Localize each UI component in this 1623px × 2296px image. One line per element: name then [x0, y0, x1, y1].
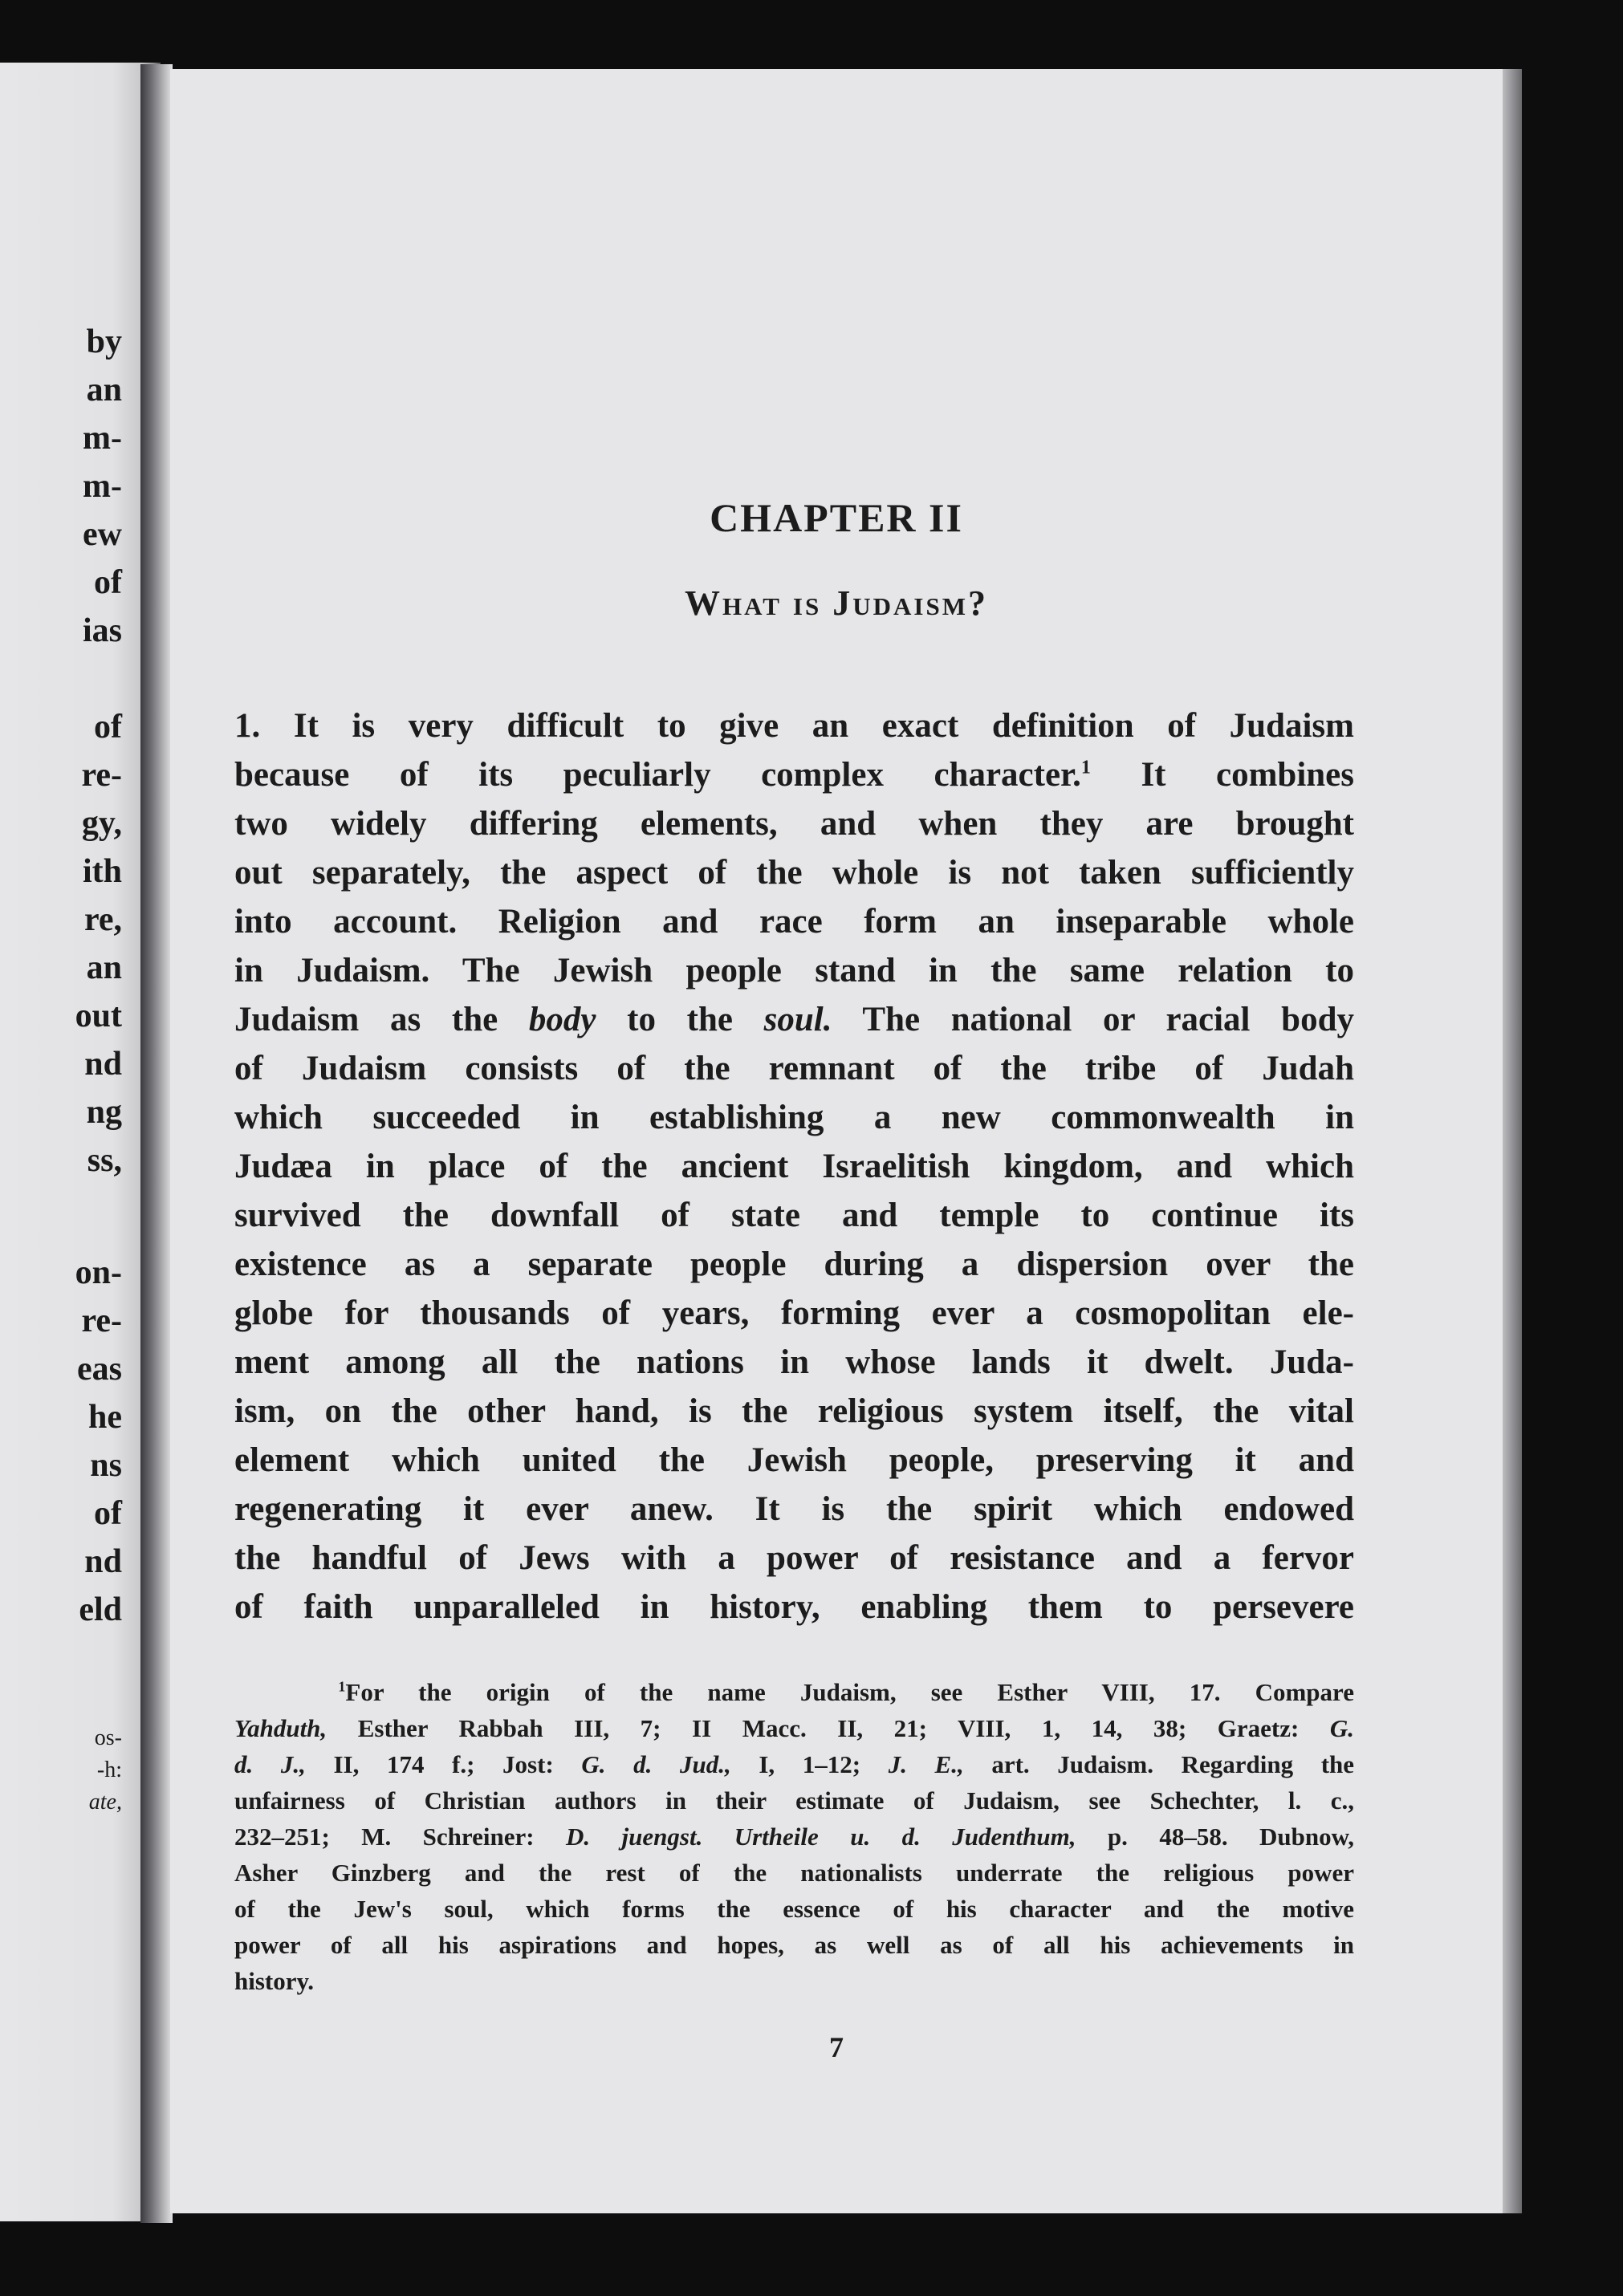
text-line: because of its peculiarly complex character.$^1$ It combines: [234, 756, 1354, 794]
left-fragment: out: [75, 998, 122, 1034]
footnote-line: of the Jew's soul, which forms the essence of his character and the motive: [234, 1895, 1354, 1923]
left-fragment: os-: [94, 1725, 122, 1750]
text-line: the handful of Jews with a power of resistance and a fervor: [234, 1539, 1354, 1577]
text-line: ment among all the nations in whose lands it dwelt. Juda-: [234, 1343, 1354, 1381]
body-text: [234, 701, 1354, 1632]
text-line: 1. It is very difficult to give an exact definition of Judaism: [234, 707, 1354, 745]
footnote-line: Asher Ginzberg and the rest of the nationalists underrate the religious power: [234, 1859, 1354, 1887]
book-gutter: [140, 64, 173, 2223]
left-fragment: ias: [82, 612, 122, 649]
text-line: regenerating it ever anew. It is the spirit which endowed: [234, 1490, 1354, 1528]
left-fragment: m-: [83, 468, 122, 505]
left-fragment: on-: [75, 1254, 122, 1291]
left-fragment: he: [88, 1399, 122, 1436]
footnote-line: 232–251; M. Schreiner: D. juengst. Urtheile u. d. Judenthum, p. 48–58. Dubnow,: [234, 1823, 1355, 1851]
text-line: ism, on the other hand, is the religious system itself, the vital: [234, 1392, 1354, 1430]
left-fragment: ns: [90, 1447, 122, 1484]
left-fragment: ith: [82, 853, 122, 890]
left-fragment: m-: [83, 420, 122, 457]
left-fragment: nd: [84, 1543, 122, 1580]
page-number: 7: [829, 2031, 844, 2063]
left-fragment: eas: [77, 1351, 122, 1388]
text-line: out separately, the aspect of the whole is not taken sufficiently: [234, 854, 1354, 892]
left-fragment: ate,: [88, 1790, 122, 1814]
text-line: Judæa in place of the ancient Israelitish kingdom, and which: [234, 1148, 1354, 1185]
left-fragment: re-: [81, 1302, 122, 1339]
left-fragment: gy,: [81, 805, 122, 842]
text-line: of Judaism consists of the remnant of the tribe of Judah: [234, 1050, 1354, 1087]
text-line: in Judaism. The Jewish people stand in the same relation to: [234, 952, 1354, 990]
left-fragment: of: [94, 1495, 122, 1532]
footnote-reference: 1: [1080, 757, 1091, 778]
footnote-line: power of all his aspirations and hopes, as well as of all his achievements in: [234, 1931, 1354, 1959]
text-line: of faith unparalleled in history, enabling them to persevere: [234, 1588, 1354, 1626]
text-line: existence as a separate people during a dispersion over the: [234, 1246, 1354, 1283]
left-fragment: re-: [81, 757, 122, 794]
footnote-line: d. J., II, 174 f.; Jost: G. d. Jud., I, 1–12; J. E., art. Judaism. Regarding the: [234, 1750, 1355, 1778]
text-line: into account. Religion and race form an inseparable whole: [234, 903, 1354, 941]
text-line: survived the downfall of state and temple to continue its: [234, 1197, 1354, 1234]
left-fragment: an: [86, 949, 122, 986]
left-page-edge: [0, 63, 161, 2221]
text-line: which succeeded in establishing a new commonwealth in: [234, 1099, 1354, 1136]
text-line: globe for thousands of years, forming ever a cosmopolitan ele-: [234, 1294, 1354, 1332]
left-fragment: ng: [86, 1094, 122, 1131]
left-fragment: nd: [84, 1046, 122, 1083]
chapter-subtitle: What is Judaism?: [685, 583, 988, 623]
left-fragment: an: [86, 372, 122, 408]
left-fragment: eld: [79, 1591, 122, 1628]
footnotes: [234, 1674, 1354, 1999]
text-line: Judaism as the body to the soul. The national or racial body: [234, 1001, 1355, 1038]
chapter-title: CHAPTER II: [710, 495, 963, 540]
footnote-marker: 1: [338, 1678, 346, 1695]
left-fragment: ew: [83, 516, 122, 553]
footnote-line: $^1$For the origin of the name Judaism, see Esther VIII, 17. Compare: [338, 1678, 1355, 1706]
left-fragment: -h:: [96, 1758, 122, 1782]
text-line: element which united the Jewish people, preserving it and: [234, 1441, 1354, 1479]
left-fragment: ss,: [87, 1142, 122, 1179]
book-page: [170, 69, 1503, 2213]
left-fragment: by: [86, 323, 122, 360]
footnote-line: Yahduth, Esther Rabbah III, 7; II Macc. II, 21; VIII, 1, 14, 38; Graetz: G.: [234, 1714, 1355, 1742]
page-edge-shadow: [1503, 69, 1522, 2213]
text-line: two widely differing elements, and when they are brought: [234, 805, 1354, 843]
left-fragment: of: [94, 564, 122, 601]
left-fragment: of: [94, 709, 122, 746]
footnote-line: history.: [234, 1967, 315, 1995]
footnote-line: unfairness of Christian authors in their estimate of Judaism, see Schechter, l. c.,: [234, 1786, 1354, 1814]
left-fragment: re,: [83, 901, 122, 938]
